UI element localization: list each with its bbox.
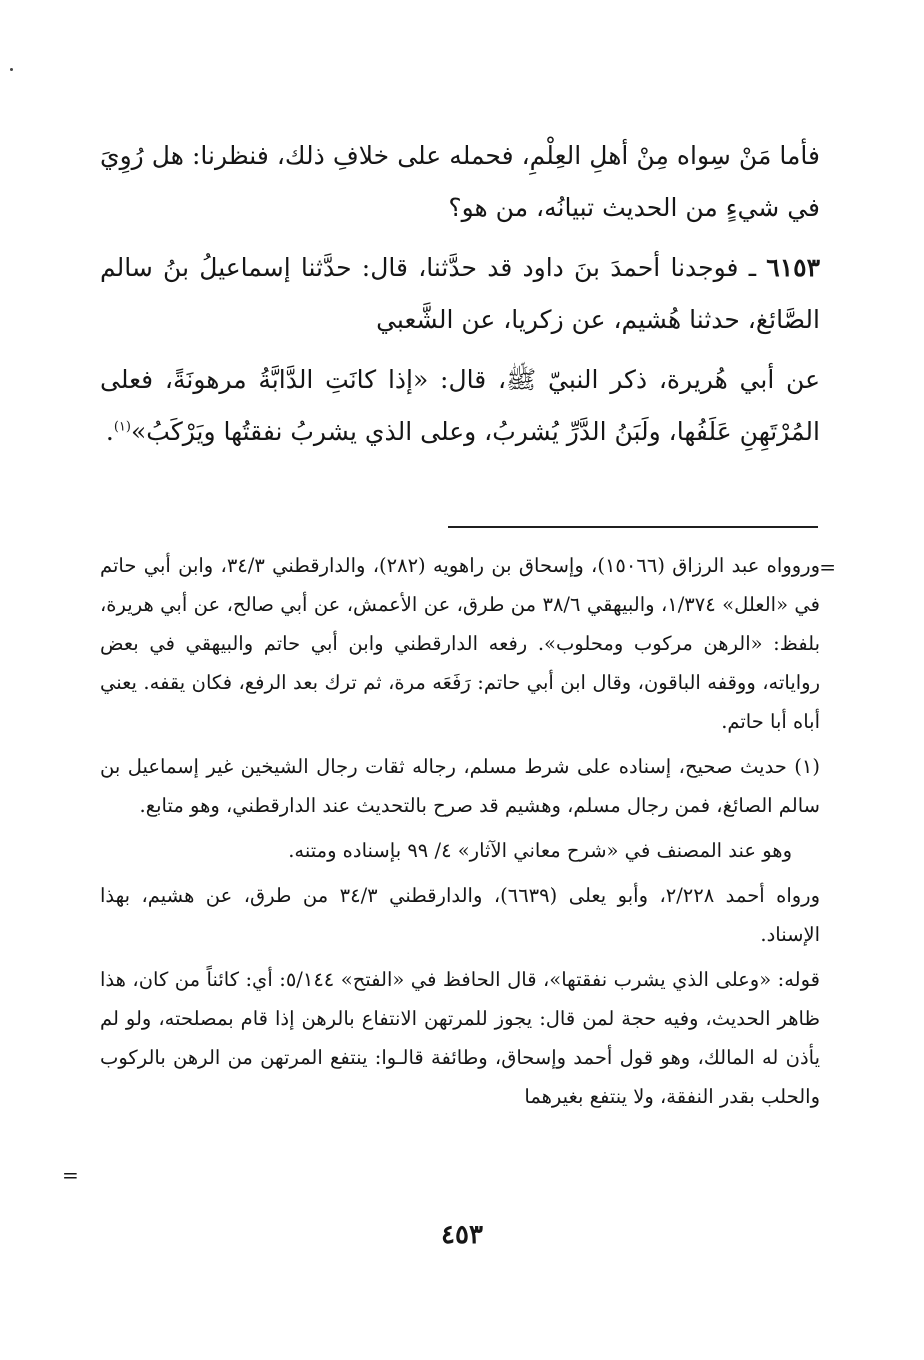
main-text	[100, 130, 820, 466]
footnote-continued: وروواه عبد الرزاق (١٥٠٦٦)، وإسحاق بن راهويه (٢٨٢)، والدارقطني ٣٤/٣، وابن أبي حاتم في «العلل» ١/٣٧٤، والبيهقي ٣٨/٦ من طرق، عن الأعمش، عن أبي صالح، عن أبي هريرة، بلفظ: «الرهن مركوب ومحلوب». رفعه الدارقطني وابن أبي حاتم والبيهقي في بعض رواياته، ووقفه الباقون، وقال ابن أبي حاتم: رَفَعَه مرة، ثم ترك بعد الرفع، فكان يقفه. يعني أباه أبا حاتم.	[100, 554, 820, 733]
footnote-1-para-2: وهو عند المصنف في «شرح معاني الآثار» ٤/ ٩٩ بإسناده ومتنه.	[288, 839, 792, 862]
continuation-mark-bottom: =	[62, 1163, 79, 1187]
footnote-ref-1: (١)	[113, 419, 131, 435]
footnote-1-para-3: ورواه أحمد ٢/٢٢٨، وأبو يعلى (٦٦٣٩)، والدارقطني ٣٤/٣ من طرق، عن هشيم، بهذا الإسناد.	[100, 884, 820, 946]
footnotes	[100, 546, 820, 1122]
footnote-1: (١) حديث صحيح، إسناده على شرط مسلم، رجاله ثقات رجال الشيخين غير إسماعيل بن سالم الصائغ، فمن رجال مسلم، وهشيم قد صرح بالتحديث عند الدارقطني، وهو متابع.	[100, 755, 820, 817]
paragraph-matn	[100, 354, 820, 458]
continuation-mark-top: =	[819, 555, 836, 579]
page-number: ٤٥٣	[441, 1220, 483, 1250]
footnote-separator	[448, 526, 818, 528]
speck	[10, 68, 13, 71]
footnote-1-para-4: قوله: «وعلى الذي يشرب نفقتها»، قال الحافظ في «الفتح» ٥/١٤٤: أي: كائناً من كان، هذا ظاهر الحديث، وفيه حجة لمن قال: يجوز للمرتهن الانتفاع بالرهن إذا قام بمصلحته، ولو لم يأذن له المالك، وهو قول أحمد وإسحاق، وطائفة قالـوا: ينتفع المرتهن من الرهن بالركوب والحلب بقدر النفقة، ولا ينتفع بغيرهما	[100, 968, 820, 1108]
hadith-isnad: ـ فوجدنا أحمدَ بنَ داود قد حدَّثنا، قال: حدَّثنا إسماعيلُ بنُ سالم الصَّائغ، حدثنا هُشيم، عن زكريا، عن الشَّعبي	[100, 253, 820, 334]
paragraph-1: فأما مَنْ سِواه مِنْ أهلِ العِلْمِ، فحمله على خلافِ ذلك، فنظرنا: هل رُوِيَ في شيءٍ من الحديث تبيانُه، من هو؟	[100, 141, 820, 222]
paragraph-hadith-6153	[100, 242, 820, 346]
matn-end: .	[105, 417, 114, 446]
hadith-number: ٦١٥٣	[766, 253, 821, 282]
hadith-matn: عن أبي هُريرة، ذكر النبيّ ﷺ، قال: «إذا كانَتِ الدَّابَّةُ مرهونَةً، فعلى المُرْتَهِنِ عَلَفُها، ولَبَنُ الدَّرِّ يُشربُ، وعلى الذي يشربُ نفقتُها ويَرْكَبُ»	[100, 365, 820, 446]
